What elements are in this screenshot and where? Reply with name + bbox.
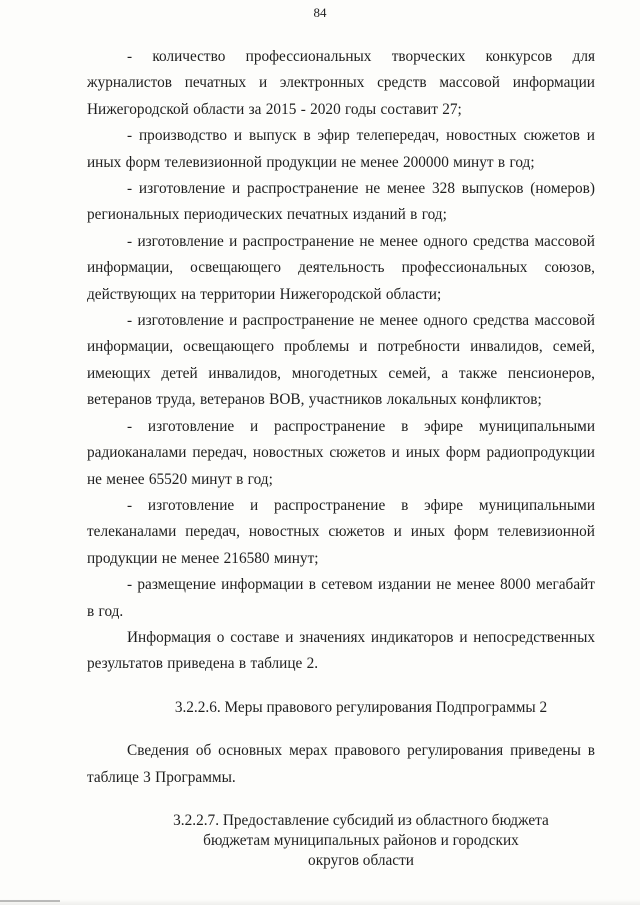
document-body xyxy=(87,44,595,871)
page-number: 84 xyxy=(313,5,327,20)
indicator-paragraph-1: - количество профессиональных творческих конкурсов для журналистов печатных и электронных средств массовой информации Нижегородской области за 2015 - 2020 годы составит 27; xyxy=(87,48,595,118)
subsidy-heading-line-1: 3.2.2.7. Предоставление субсидий из областного бюджета xyxy=(173,811,549,829)
section-heading-subsidies xyxy=(87,811,595,871)
indicator-paragraph-3: - изготовление и распространение не менее 328 выпусков (номеров) региональных периодических печатных изданий в год; xyxy=(87,180,595,224)
indicator-paragraph-6: - изготовление и распространение в эфире муниципальными радиоканалами передач, новостных сюжетов и иных форм радиопродукции не менее 65520 минут в год; xyxy=(87,417,595,488)
legal-measures-paragraph: Сведения об основных мерах правового регулирования приведены в таблице 3 Программы. xyxy=(87,742,595,786)
indicator-paragraph-5: - изготовление и распространение не менее одного средства массовой информации, освещающего проблемы и потребности инвалидов, семей, имеющих детей инвалидов, многодетных семей, а также пенсионеров, ветеранов труда, ветеранов ВОВ, участников локальных конфликтов; xyxy=(87,312,595,409)
spacer xyxy=(87,721,595,738)
indicator-paragraph-4: - изготовление и распространение не менее одного средства массовой информации, освещающего деятельность профессиональных союзов, действующих на территории Нижегородской области; xyxy=(87,232,595,303)
spacer xyxy=(87,791,595,811)
indicator-paragraph-7: - изготовление и распространение в эфире муниципальными телеканалами передач, новостных сюжетов и иных форм телевизионной продукции не менее 216580 минут; xyxy=(87,496,595,567)
indicator-paragraph-2: - производство и выпуск в эфир телепередач, новостных сюжетов и иных форм телевизионной продукции не менее 200000 минут в год; xyxy=(87,127,595,171)
indicator-paragraph-8: - размещение информации в сетевом издании не менее 8000 мегабайт в год. xyxy=(87,576,595,620)
spacer xyxy=(87,678,595,695)
table-reference-paragraph: Информация о составе и значениях индикаторов и непосредственных результатов приведена в таблице 2. xyxy=(87,628,595,673)
subsidy-heading-line-2: бюджетам муниципальных районов и городских xyxy=(203,831,519,849)
subsidy-heading-line-3: округов области xyxy=(308,851,414,869)
section-heading-legal-measures: 3.2.2.6. Меры правового регулирования Подпрограммы 2 xyxy=(174,698,548,716)
scan-edge-shadow xyxy=(0,899,640,905)
scan-mark xyxy=(0,900,60,902)
